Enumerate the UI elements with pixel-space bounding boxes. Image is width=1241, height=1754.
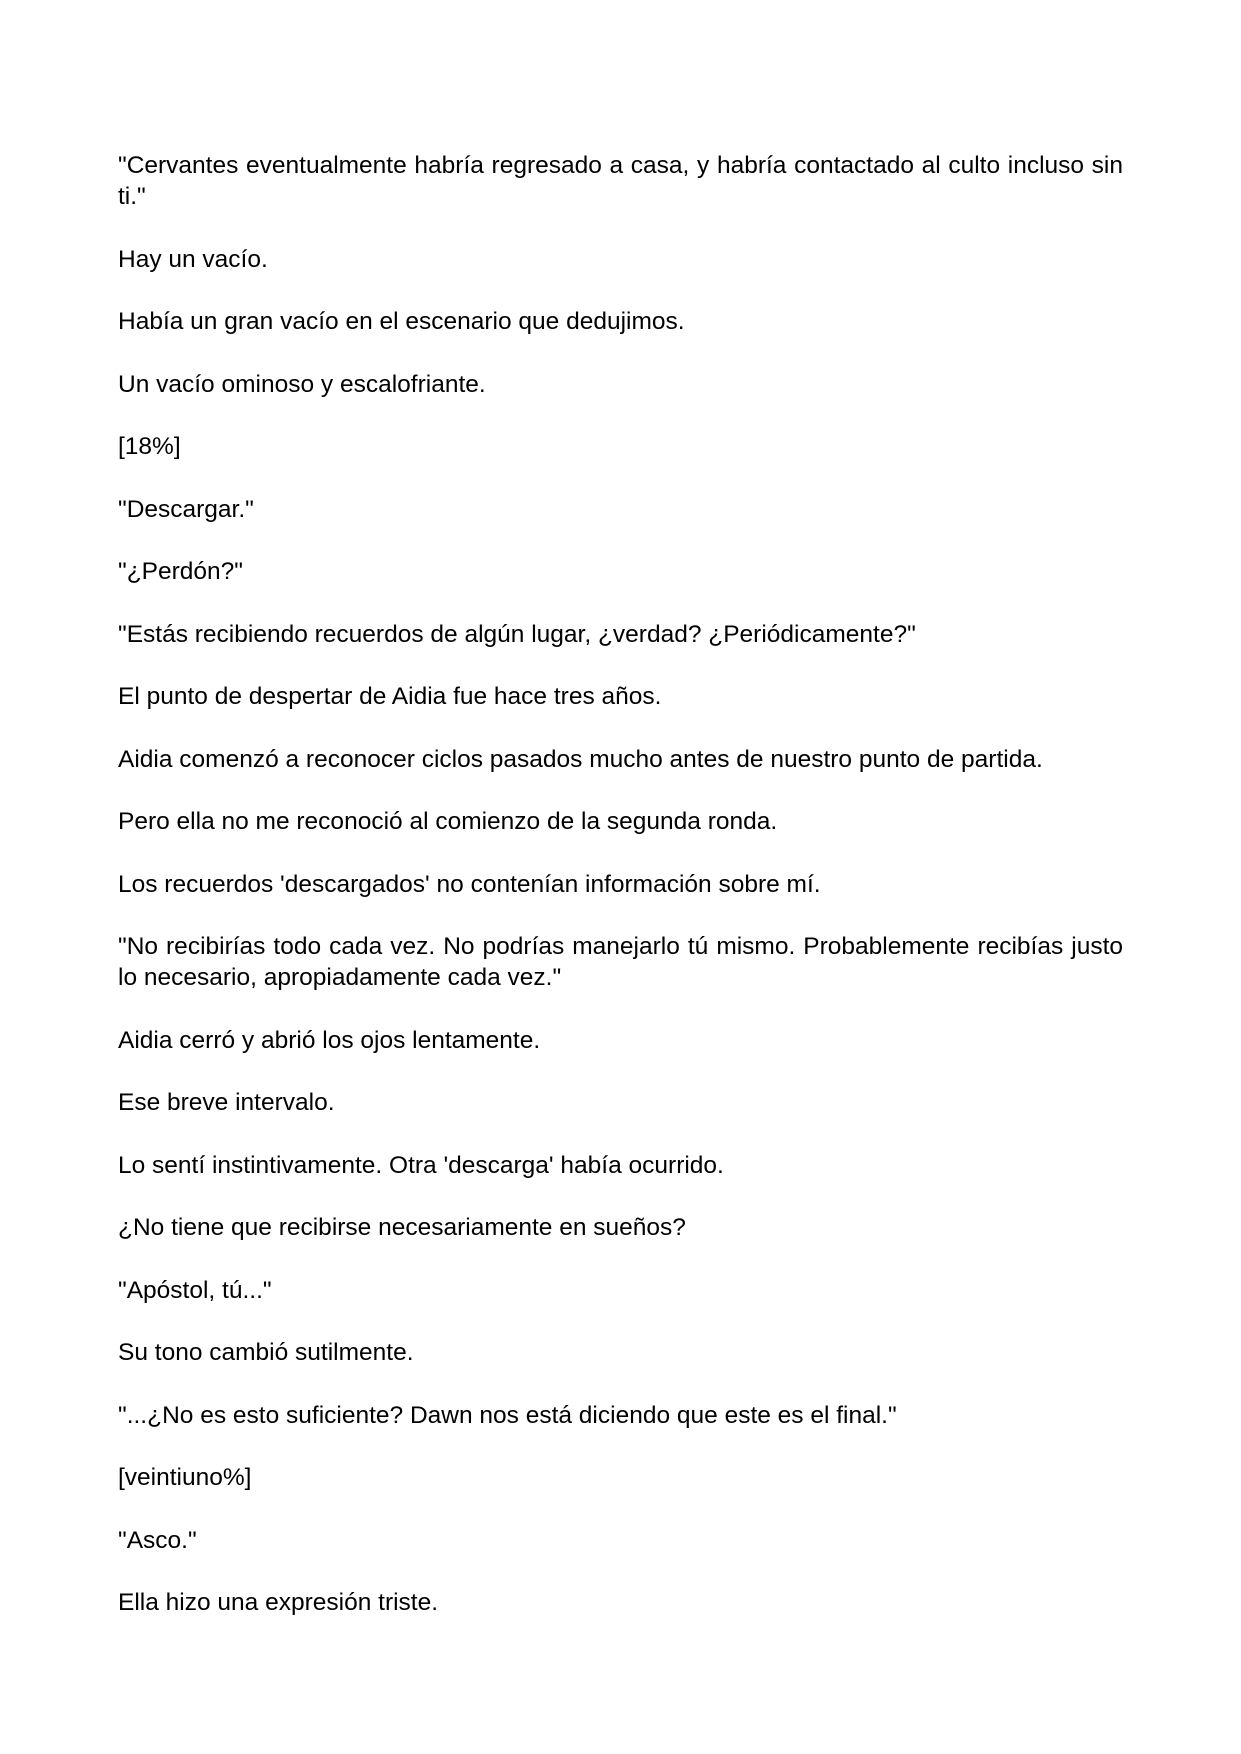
paragraph: Hay un vacío. xyxy=(118,245,268,273)
paragraph: Lo sentí instintivamente. Otra 'descarga' había ocurrido. xyxy=(118,1151,724,1179)
paragraph: Ese breve intervalo. xyxy=(118,1089,335,1116)
paragraph: Aidia cerró y abrió los ojos lentamente. xyxy=(118,1026,541,1054)
paragraph: Había un gran vacío en el escenario que dedujimos. xyxy=(118,308,685,335)
paragraph: [veintiuno%] xyxy=(118,1464,252,1491)
paragraph: "Descargar." xyxy=(118,495,254,523)
paragraph: "No recibirías todo cada vez. No podrías manejarlo tú mismo. Probablemente recibías justo lo necesario, apropiadamente cada vez." xyxy=(118,933,1123,991)
paragraph: [18%] xyxy=(118,433,181,460)
paragraph: Su tono cambió sutilmente. xyxy=(118,1339,414,1366)
paragraph: ¿No tiene que recibirse necesariamente en sueños? xyxy=(118,1214,686,1241)
paragraph: Un vacío ominoso y escalofriante. xyxy=(118,370,486,398)
paragraph: "Estás recibiendo recuerdos de algún lugar, ¿verdad? ¿Periódicamente?" xyxy=(118,620,916,648)
paragraph: "Cervantes eventualmente habría regresado a casa, y habría contactado al culto incluso sin ti." xyxy=(118,152,1123,210)
paragraph: "Apóstol, tú..." xyxy=(118,1276,272,1304)
document-body xyxy=(118,150,1123,1650)
paragraph: Los recuerdos 'descargados' no contenían información sobre mí. xyxy=(118,870,821,898)
paragraph: El punto de despertar de Aidia fue hace tres años. xyxy=(118,683,662,710)
paragraph: "...¿No es esto suficiente? Dawn nos está diciendo que este es el final." xyxy=(118,1401,897,1429)
paragraph: "¿Perdón?" xyxy=(118,558,243,585)
paragraph: Pero ella no me reconoció al comienzo de la segunda ronda. xyxy=(118,808,778,835)
paragraph: Ella hizo una expresión triste. xyxy=(118,1589,439,1616)
paragraph: "Asco." xyxy=(118,1526,197,1554)
paragraph: Aidia comenzó a reconocer ciclos pasados mucho antes de nuestro punto de partida. xyxy=(118,745,1043,773)
